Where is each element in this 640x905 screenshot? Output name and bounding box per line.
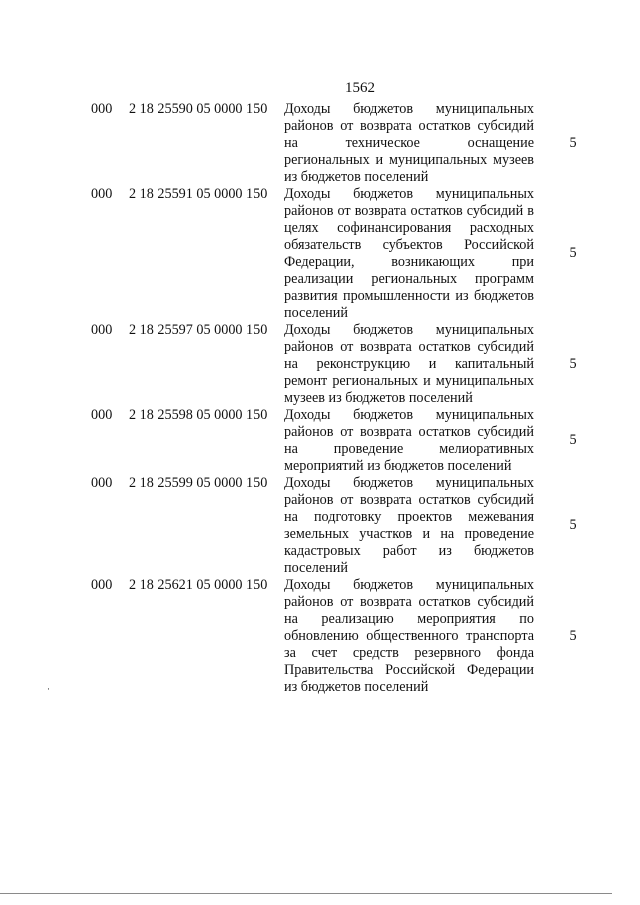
allocation-norm: 5 (569, 432, 577, 448)
allocation-norm: 5 (569, 627, 577, 644)
revenue-description: Доходы бюджетов муниципальных районов от возврата остатков субсидий на техническое оснащение региональных и муниципальных музеев из бюджетов поселений (284, 101, 534, 185)
revenue-description: Доходы бюджетов муниципальных районов от возврата остатков субсидий на реализацию мероприятия по обновлению общественного транспорта за счет средств резервного фонда Правительства Российской Федерации из бюджетов поселений (284, 577, 534, 695)
admin-code: 000 (91, 186, 113, 202)
revenue-table (0, 101, 640, 696)
bottom-rule (0, 893, 612, 894)
admin-code: 000 (91, 577, 113, 593)
admin-code: 000 (91, 101, 113, 117)
revenue-description: Доходы бюджетов муниципальных районов от возврата остатков субсидий на подготовку проектов межевания земельных участков и на проведение кадастровых работ из бюджетов поселений (284, 475, 534, 576)
table-row (0, 322, 640, 407)
budget-classification-code: 2 18 25621 05 0000 150 (129, 577, 268, 593)
budget-classification-code: 2 18 25599 05 0000 150 (129, 475, 268, 491)
table-row (0, 101, 640, 186)
revenue-description: Доходы бюджетов муниципальных районов от возврата остатков субсидий в целях софинансирования расходных обязательств субъектов Российской Федерации, возникающих при реализации региональных программ развития промышленности из бюджетов поселений (284, 186, 534, 321)
margin-mark: · (47, 684, 50, 694)
table-row (0, 577, 640, 696)
allocation-norm: 5 (569, 134, 577, 151)
revenue-description: Доходы бюджетов муниципальных районов от возврата остатков субсидий на проведение мелиоративных мероприятий из бюджетов поселений (284, 407, 534, 474)
revenue-description: Доходы бюджетов муниципальных районов от возврата остатков субсидий на реконструкцию и капитальный ремонт региональных и муниципальных музеев из бюджетов поселений (284, 322, 534, 406)
budget-classification-code: 2 18 25598 05 0000 150 (129, 407, 268, 423)
table-row (0, 475, 640, 577)
admin-code: 000 (91, 475, 113, 491)
budget-classification-code: 2 18 25590 05 0000 150 (129, 101, 268, 117)
admin-code: 000 (91, 322, 113, 338)
allocation-norm: 5 (569, 355, 577, 372)
table-row (0, 186, 640, 322)
allocation-norm: 5 (569, 245, 577, 261)
page-number: 1562 (345, 80, 375, 96)
table-row (0, 407, 640, 475)
budget-classification-code: 2 18 25591 05 0000 150 (129, 186, 268, 202)
allocation-norm: 5 (569, 517, 577, 533)
admin-code: 000 (91, 407, 113, 423)
budget-classification-code: 2 18 25597 05 0000 150 (129, 322, 268, 338)
